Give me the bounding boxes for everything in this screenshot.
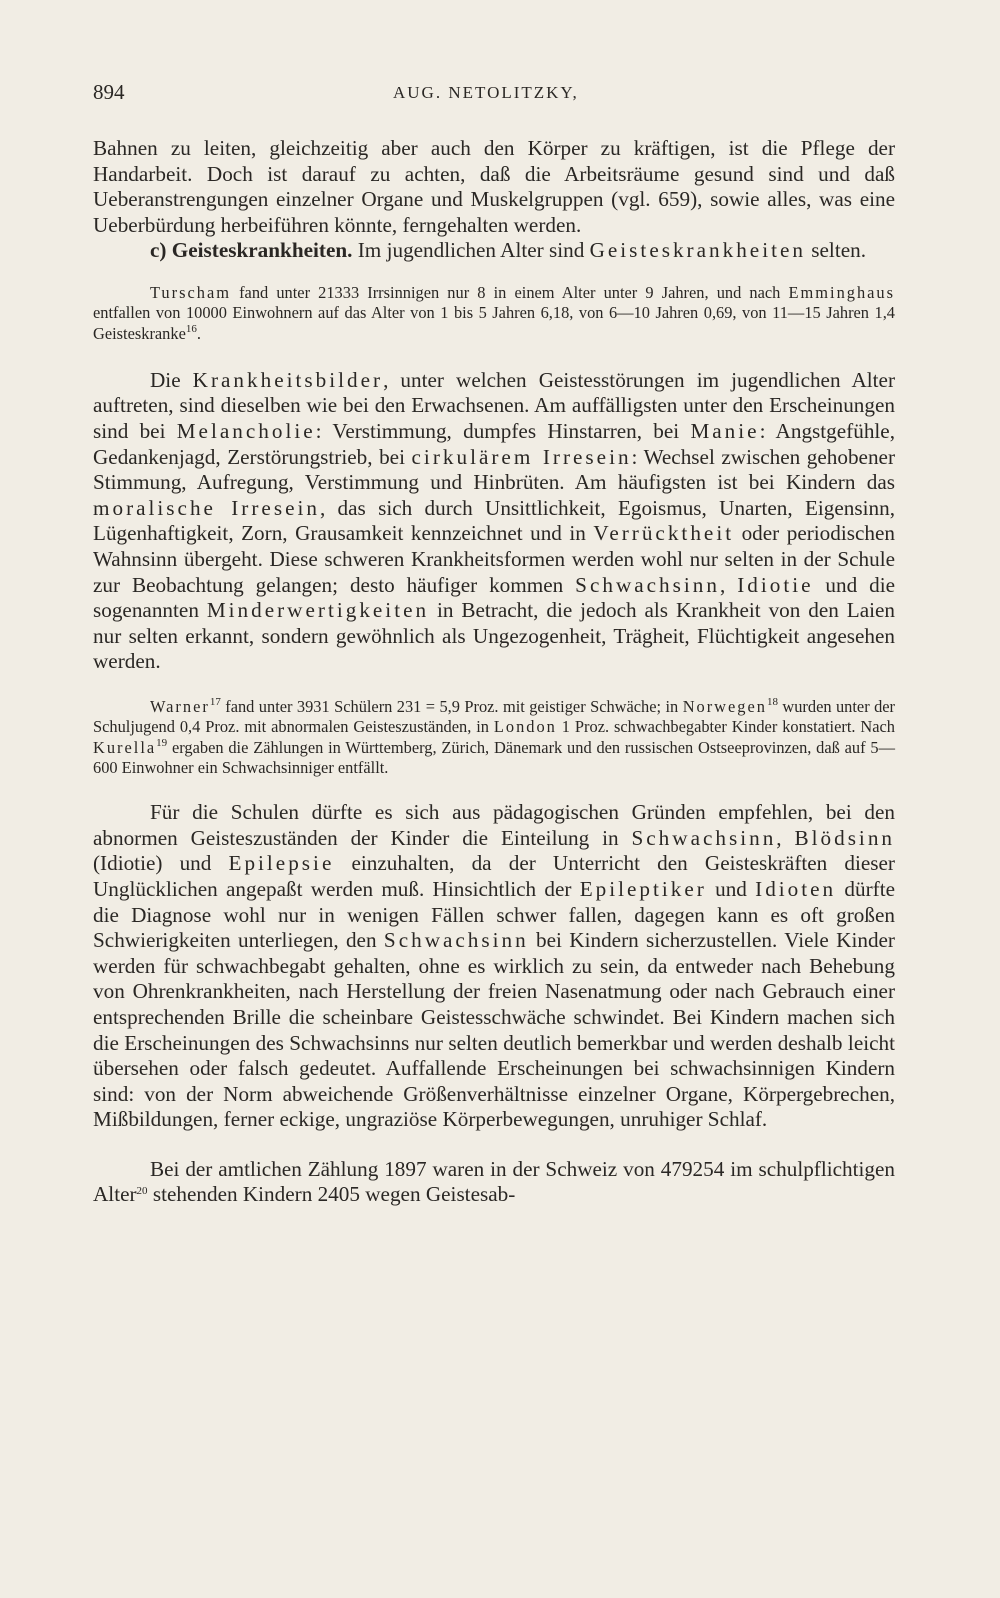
author-name: Warner	[150, 696, 210, 716]
page-body	[93, 136, 895, 1208]
note-warner: Warner$^{17}$ fand unter 3931 Schülern 231 = 5,9 Proz. mit geistiger Schwäche; in Norwegen$^{18}$ wurden unter der Schuljugend 0,4 Proz. mit abnormalen Geisteszuständen, in London 1 Proz. schwachbegabter Kinder konstatiert. Nach Kurella$^{19}$ ergaben die Zählungen in Württemberg, Zürich, Dänemark und den russischen Ostseeprovinzen, daß auf 5—600 Einwohner ein Schwachsinniger entfällt.	[93, 695, 895, 777]
spaced-term: Idioten	[755, 876, 837, 901]
paragraph-zaehlung: Bei der amtlichen Zählung 1897 waren in der Schweiz von 479254 im schulpflichtigen Alter$^{20}$ stehenden Kindern 2405 wegen Geistesab-	[93, 1156, 895, 1207]
paragraph-schulen: Für die Schulen dürfte es sich aus pädagogischen Gründen empfehlen, bei den abnormen Geisteszuständen der Kinder die Einteilung in Schwachsinn, Blödsinn (Idiotie) und Epilepsie einzuhalten, da der Unterricht den Geisteskräften dieser Unglücklichen angepaßt werden muß. Hinsichtlich der Epileptiker und Idioten dürfte die Diagnose wohl nur in wenigen Fällen schwer fallen, dagegen kann es oft großen Schwierigkeiten unterliegen, den Schwachsinn bei Kindern sicherzustellen. Viele Kinder werden für schwachbegabt gehalten, ohne es wirklich zu sein, da entweder nach Behebung von Ohrenkrankheiten, nach Herstellung der freien Nasenatmung oder nach Gebrauch einer entsprechenden Brille die scheinbare Geistesschwäche schwindet. Bei Kindern machen sich die Erscheinungen des Schwachsinns nur selten deutlich bemerkbar und werden deshalb leicht übersehen oder falsch gedeutet. Auffallende Erscheinungen bei schwachsinnigen Kindern sind: von der Norm abweichende Größenverhältnisse einzelner Organe, Körpergebrechen, Mißbildungen, ferner eckige, ungraziöse Körperbewegungen, unruhiger Schlaf.	[93, 800, 896, 1132]
spaced-term: Melancholie	[176, 419, 316, 444]
page-number: 894	[93, 80, 125, 104]
spaced-term: Krankheitsbilder	[192, 367, 384, 392]
footnote-ref: 18	[766, 695, 778, 708]
spaced-term: Minderwertigkeiten	[206, 598, 430, 623]
paragraph-handarbeit: Bahnen zu leiten, gleichzeitig aber auch den Körper zu kräftigen, ist die Pflege der Handarbeit. Doch ist darauf zu achten, daß die Arbeitsräume gesund sind und daß Ueberanstrengungen einzelner Organe und Muskelgruppen (vgl. 659), sowie alles, was eine Ueberbürdung herbeiführen könnte, ferngehalten werden.	[93, 136, 895, 237]
spaced-term: Blödsinn	[794, 825, 896, 850]
spaced-term: Schwachsinn	[383, 928, 529, 953]
paragraph-krankheitsbilder: Die Krankheitsbilder, unter welchen Geistesstörungen im jugendlichen Alter auftreten, sind dieselben wie bei den Erwachsenen. Am auffälligsten unter den Erscheinungen sind bei Melancholie: Verstimmung, dumpfes Hinstarren, bei Manie: Angstgefühle, Gedankenjagd, Zerstörungstrieb, bei cirkulärem Irresein: Wechsel zwischen gehobener Stimmung, Aufregung, Verstimmung und Hinbrüten. Am häufigsten ist bei Kindern das moralische Irresein, das sich durch Unsittlichkeit, Egoismus, Unarten, Eigensinn, Lügenhaftigkeit, Zorn, Grausamkeit kennzeichnet und in Verrücktheit oder periodischen Wahnsinn übergeht. Diese schweren Krankheitsformen werden wohl nur selten in der Schule zur Beobachtung gelangen; desto häufiger kommen Schwachsinn, Idiotie und die sogenannten Minderwertigkeiten in Betracht, die jedoch als Krankheit von den Laien nur selten erkannt, sondern gewöhnlich als Ungezogenheit, Trägheit, Flüchtigkeit angesehen werden.	[93, 367, 896, 674]
spaced-term: Schwachsinn	[631, 825, 777, 850]
author-name: Turscham	[150, 282, 231, 302]
spaced-term: Idiotie	[737, 572, 814, 597]
footnote-ref: 19	[156, 736, 168, 749]
spaced-term: London	[493, 717, 557, 737]
spaced-term: Norwegen	[682, 696, 767, 716]
spaced-term: Verrücktheit	[593, 521, 735, 546]
running-head: AUG. NETOLITZKY,	[393, 83, 579, 102]
page-header	[93, 80, 893, 110]
spaced-term: Manie	[690, 419, 760, 444]
spaced-term: Epileptiker	[579, 876, 707, 901]
section-geisteskrankheiten: c) Geisteskrankheiten. Im jugendlichen Alter sind Geisteskrankheiten selten.	[150, 238, 866, 263]
spaced-term: Schwachsinn	[575, 572, 720, 597]
spaced-term: Geisteskrankheiten	[589, 238, 806, 263]
note-turscham: Turscham fand unter 21333 Irrsinnigen nur 8 in einem Alter unter 9 Jahren, und nach Emminghaus entfallen von 10000 Einwohnern auf das Alter von 1 bis 5 Jahren 6,18, von 6—10 Jahren 0,69, von 11—15 Jahren 1,4 Geisteskranke$^{16}$.	[93, 282, 895, 343]
footnote-ref: 16	[185, 322, 197, 335]
spaced-term: Epilepsie	[228, 851, 335, 876]
spaced-term: cirkulärem Irresein	[411, 444, 632, 469]
author-name: Emminghaus	[788, 282, 895, 302]
footnote-ref: 20	[136, 1185, 148, 1198]
section-heading: c) Geisteskrankheiten.	[150, 238, 353, 263]
author-name: Kurella	[93, 737, 157, 757]
spaced-term: moralische Irresein	[93, 495, 320, 520]
footnote-ref: 17	[209, 695, 221, 708]
